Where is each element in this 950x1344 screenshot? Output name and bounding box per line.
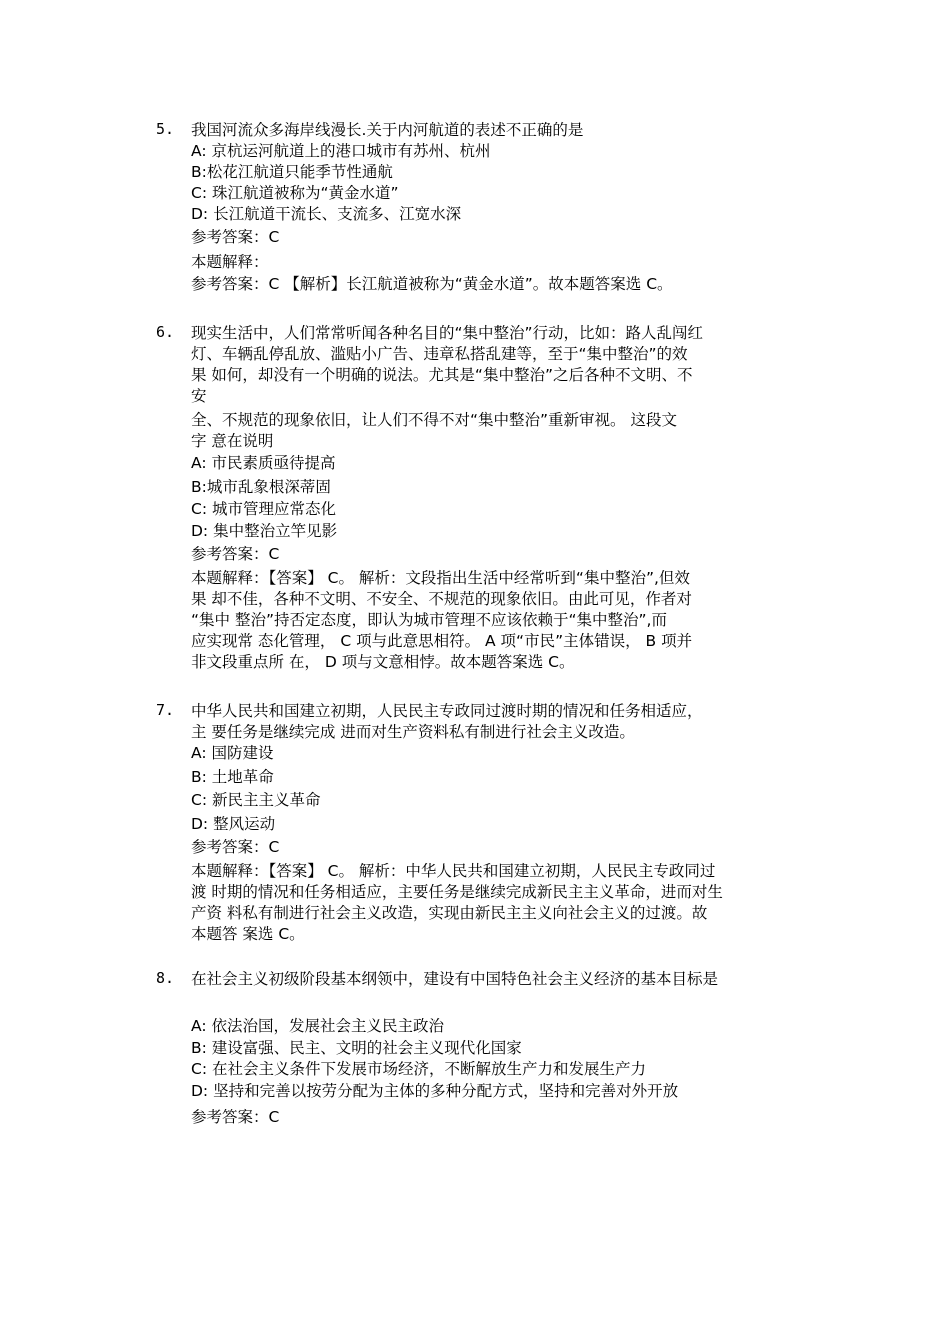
option-a: A: 国防建设 <box>191 744 274 762</box>
explanation-line: 本题解释：【答案】 C。 解析：中华人民共和国建立初期，人民民主专政同过 <box>191 862 716 880</box>
option-a: A: 市民素质亟待提高 <box>191 454 336 472</box>
option-d: D: 长江航道干流长、支流多、江宽水深 <box>191 205 462 223</box>
question-number: 7. <box>156 701 175 719</box>
option-a: A: 依法治国，发展社会主义民主政治 <box>191 1017 444 1035</box>
explanation-line: 本题解释：【答案】 C。 解析：文段指出生活中经常听到“集中整治”,但效 <box>191 569 690 587</box>
question-stem-line: 现实生活中，人们常常听闻各种名目的“集中整治”行动，比如：路人乱闯红 <box>191 324 704 342</box>
option-d: D: 集中整治立竿见影 <box>191 522 338 540</box>
answer: 参考答案：C <box>191 1108 280 1126</box>
question-number: 5. <box>156 120 175 138</box>
option-b: B: 土地革命 <box>191 768 274 786</box>
explanation: 参考答案：C 【解析】长江航道被称为“黄金水道”。故本题答案选 C。 <box>191 275 673 293</box>
explanation-line: 渡 时期的情况和任务相适应，主要任务是继续完成新民主主义革命，进而对生 <box>191 883 723 901</box>
explanation-line: “集中 整治”持否定态度，即认为城市管理不应该依赖于“集中整治”,而 <box>191 611 667 629</box>
question-stem-line: 安 <box>191 387 207 405</box>
question-number: 6. <box>156 323 175 341</box>
question-stem-line: 字 意在说明 <box>191 432 274 450</box>
option-c: C: 在社会主义条件下发展市场经济，不断解放生产力和发展生产力 <box>191 1060 646 1078</box>
explanation-line: 本题答 案选 C。 <box>191 925 305 943</box>
explanation-line: 应实现常 态化管理， C 项与此意思相符。 A 项“市民”主体错误， B 项并 <box>191 632 693 650</box>
answer: 参考答案：C <box>191 545 280 563</box>
explanation-line: 非文段重点所 在， D 项与文意相悖。故本题答案选 C。 <box>191 653 575 671</box>
option-c: C: 珠江航道被称为“黄金水道” <box>191 184 399 202</box>
question-stem: 我国河流众多海岸线漫长.关于内河航道的表述不正确的是 <box>191 121 584 139</box>
question-stem: 在社会主义初级阶段基本纲领中，建设有中国特色社会主义经济的基本目标是 <box>191 970 719 988</box>
option-b: B: 建设富强、民主、文明的社会主义现代化国家 <box>191 1039 522 1057</box>
explanation-line: 果 却不佳，各种不文明、不安全、不规范的现象依旧。由此可见，作者对 <box>191 590 692 608</box>
option-d: D: 整风运动 <box>191 815 276 833</box>
option-c: C: 新民主主义革命 <box>191 791 321 809</box>
explanation-line: 产资 料私有制进行社会主义改造，实现由新民主主义向社会主义的过渡。故 <box>191 904 708 922</box>
option-d: D: 坚持和完善以按劳分配为主体的多种分配方式，坚持和完善对外开放 <box>191 1082 679 1100</box>
question-stem-line: 灯、车辆乱停乱放、滥贴小广告、违章私搭乱建等，至于“集中整治”的效 <box>191 345 688 363</box>
option-a: A: 京杭运河航道上的港口城市有苏州、杭州 <box>191 142 491 160</box>
option-b: B:松花江航道只能季节性通航 <box>191 163 393 181</box>
answer: 参考答案：C <box>191 838 280 856</box>
question-number: 8. <box>156 969 175 987</box>
answer: 参考答案：C <box>191 228 280 246</box>
question-stem-line: 果 如何，却没有一个明确的说法。尤其是“集中整治”之后各种不文明、不 <box>191 366 693 384</box>
question-stem-line: 全、不规范的现象依旧，让人们不得不对“集中整治”重新审视。 这段文 <box>191 411 677 429</box>
option-b: B:城市乱象根深蒂固 <box>191 478 331 496</box>
explanation-label: 本题解释： <box>191 253 269 271</box>
question-stem-line: 主 要任务是继续完成 进而对生产资料私有制进行社会主义改造。 <box>191 723 635 741</box>
question-stem-line: 中华人民共和国建立初期，人民民主专政同过渡时期的情况和任务相适应， <box>191 702 703 720</box>
option-c: C: 城市管理应常态化 <box>191 500 336 518</box>
